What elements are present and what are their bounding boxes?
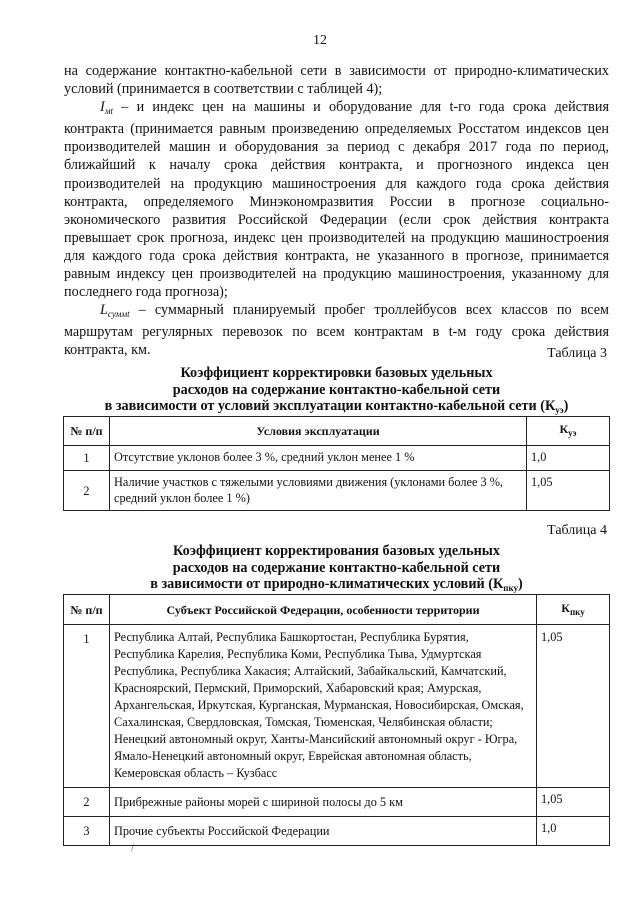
table4-label: Таблица 4	[547, 523, 607, 538]
table3-row2-num: 2	[64, 471, 110, 511]
symbol-i: I	[100, 99, 105, 116]
paragraph-continuation: на содержание контактно-кабельной сети в зависимости от природно-климатических условий (принимается в соответствии с таблицей 4);	[64, 63, 609, 98]
paragraph-mileage-text: – суммарный планируемый пробег троллейбусов всех классов по всем маршрутам регулярных перевозок по всем контрактам в t-м году срока действия контракта, км.	[64, 302, 609, 359]
symbol-l: L	[100, 302, 108, 319]
table4-header-subject: Субъект Российской Федерации, особенности территории	[110, 595, 537, 625]
paragraph-price-index	[64, 98, 609, 301]
paragraph-mileage	[64, 301, 609, 359]
table3-title-line1: Коэффициент корректировки базовых удельных	[180, 365, 493, 381]
table3-title-end: )	[563, 398, 569, 414]
table4-header-row	[64, 595, 610, 625]
table3-header-num: № п/п	[64, 417, 110, 446]
table3-header-coef	[527, 417, 610, 446]
table3-header-row	[64, 417, 610, 446]
table4-header-coef-sub: пку	[569, 606, 585, 617]
table4-row1-value: 1,05	[537, 625, 610, 788]
table3-title-line3-text: в зависимости от условий эксплуатации контактно-кабельной сети (К	[104, 398, 556, 414]
table3-header-coef-text: К	[559, 422, 569, 436]
table-row	[64, 446, 610, 471]
table4-row2-value: 1,05	[537, 788, 610, 817]
table4-title-end: )	[518, 576, 523, 592]
table3	[63, 416, 610, 511]
table3-title-sub: уэ	[555, 405, 564, 415]
table3-title	[64, 365, 609, 419]
table-row	[64, 471, 610, 511]
table4-row3-text: Прочие субъекты Российской Федерации	[110, 817, 537, 846]
table4-title-sub: пку	[503, 583, 519, 593]
table4-row3-num: 3	[64, 817, 110, 846]
table4-row2-text: Прибрежные районы морей с шириной полосы до 5 км	[110, 788, 537, 817]
table3-label: Таблица 3	[547, 346, 607, 361]
table4-title	[64, 543, 609, 597]
table3-row1-num: 1	[64, 446, 110, 471]
table-row	[64, 817, 610, 846]
table3-row2-text: Наличие участков с тяжелыми условиями движения (уклонами более 3 %, средний уклон более 1 %)	[110, 471, 527, 511]
table4-title-line3-text: в зависимости от природно-климатических условий (К	[150, 576, 504, 592]
symbol-i-subscript: мt	[104, 106, 113, 117]
table4-title-line1: Коэффициент корректирования базовых удельных	[173, 543, 500, 559]
symbol-l-subscript: суммt	[107, 309, 130, 320]
page-number: 12	[313, 33, 327, 48]
body-text	[64, 62, 609, 360]
table-row	[64, 788, 610, 817]
stray-mark: /	[131, 842, 135, 854]
table4-row1-num: 1	[64, 625, 110, 788]
table3-row2-value: 1,05	[527, 471, 610, 511]
paragraph-price-index-text: – и индекс цен на машины и оборудование для t-го года срока действия контракта (принимается равным произведению определяемых Росстатом индексов цен производителей машин и оборудования за период с декабря 2017 года по период, ближайший к началу срока действия контракта, и прогнозного индекса цен производителей на продукцию машиностроения для каждого года срока действия контракта, определяемого Минэкономразвития России в прогнозе социально-экономического развития Российской Федерации (если срок действия контракта превышает срок прогноза, индекс цен производителей на продукцию машиностроения для каждого года срока действия контракта, не указанного в прогнозе, принимается равным индексу цен производителей на продукцию машиностроения, указанному для последнего года прогноза);	[64, 99, 609, 301]
table4-row2-num: 2	[64, 788, 110, 817]
table4	[63, 594, 610, 846]
table4-header-coef	[537, 595, 610, 625]
table4-header-coef-text: К	[561, 600, 570, 615]
table4-header-num: № п/п	[64, 595, 110, 625]
table4-row3-value: 1,0	[537, 817, 610, 846]
table3-row1-text: Отсутствие уклонов более 3 %, средний уклон менее 1 %	[110, 446, 527, 471]
table3-title-line2: расходов на содержание контактно-кабельной сети	[172, 381, 501, 398]
table3-header-coef-sub: уэ	[568, 428, 577, 438]
table3-header-condition: Условия эксплуатации	[110, 417, 527, 446]
table4-row1-text: Республика Алтай, Республика Башкортостан, Республика Бурятия, Республика Карелия, Республика Коми, Республика Тыва, Удмуртская Республика, Республика Хакасия; Алтайский, Забайкальский, Камчатский, Красноярский, Пермский, Приморский, Хабаровский края; Амурская, Архангельская, Иркутская, Курганская, Мурманская, Новосибирская, Омская, Сахалинская, Свердловская, Томская, Тюменская, Челябинская области; Ненецкий автономный округ, Ханты-Мансийский автономный округ - Югра, Ямало-Ненецкий автономный округ, Еврейская автономная область, Кемеровская область – Кузбасс	[110, 625, 537, 788]
table3-row1-value: 1,0	[527, 446, 610, 471]
table4-title-line2: расходов на содержание контактно-кабельной сети	[172, 559, 501, 576]
table-row	[64, 625, 610, 788]
